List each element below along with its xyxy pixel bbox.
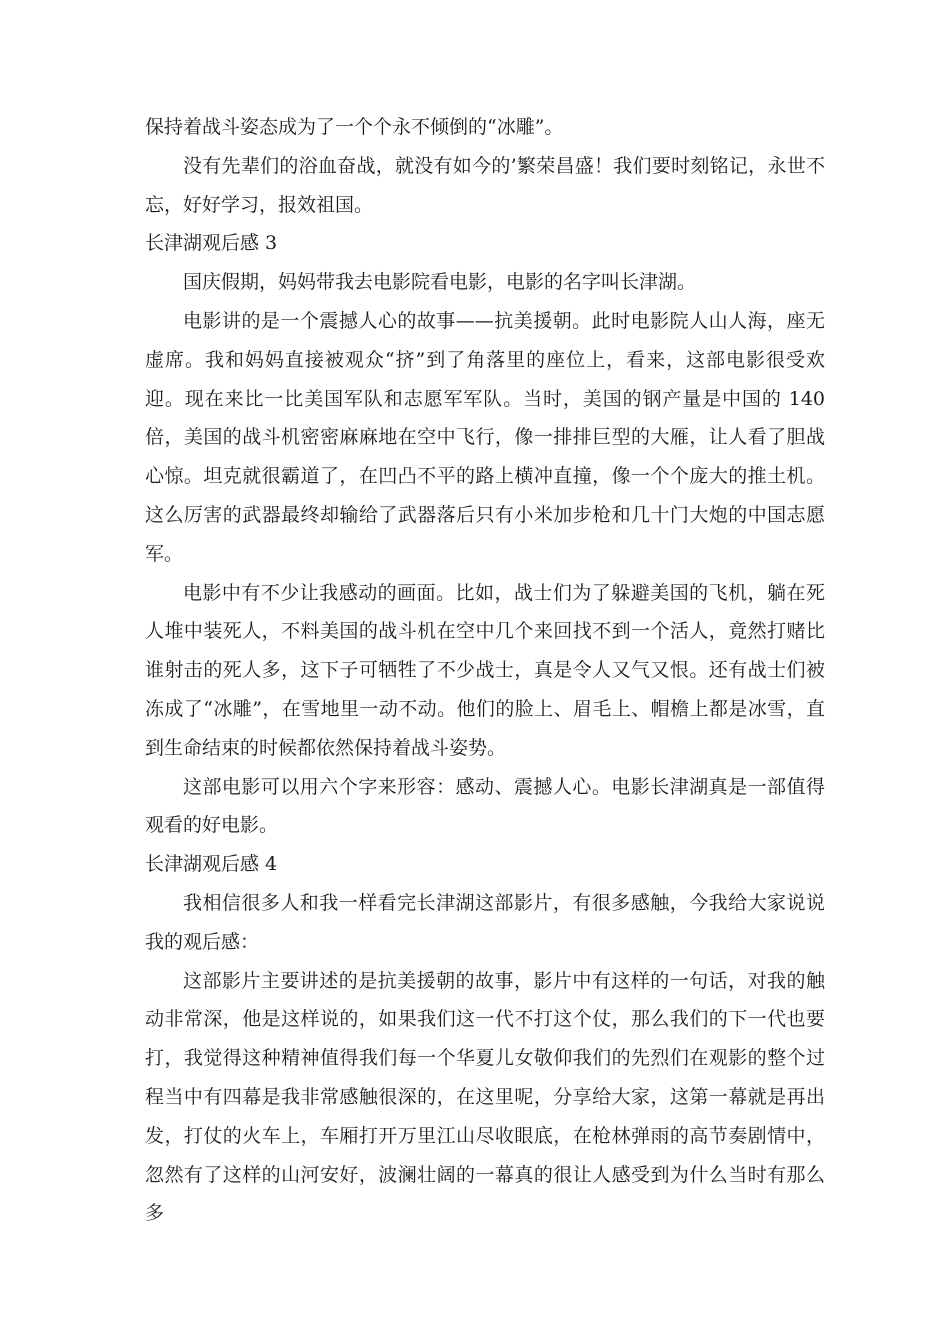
section4-paragraph-2: 这部影片主要讲述的是抗美援朝的故事，影片中有这样的一句话，对我的触动非常深，他是这样说的，如果我们这一代不打这个仗，那么我们的下一代也要打，我觉得这种精神值得我们每一个华夏儿女敬仰我们的先烈们在观影的整个过程当中有四幕是我非常感触很深的，在这里呢，分享给大家，这第一幕就是再出发，打仗的火车上，车厢打开万里江山尽收眼底，在枪林弹雨的高节奏剧情中，忽然有了这样的山河安好，波澜壮阔的一幕真的很让人感受到为什么当时有那么多 [145,969,825,1225]
section-heading-4: 长津湖观后感 4 [145,853,278,876]
document-page [145,108,825,1233]
section4-paragraph-1: 我相信很多人和我一样看完长津湖这部影片，有很多感触，今我给大家说说我的观后感： [145,891,825,953]
section3-paragraph-1: 国庆假期，妈妈带我去电影院看电影，电影的名字叫长津湖。 [183,271,697,294]
section3-paragraph-4: 这部电影可以用六个字来形容：感动、震撼人心。电影长津湖真是一部值得观看的好电影。 [145,775,825,837]
section3-paragraph-2: 电影讲的是一个震撼人心的故事——抗美援朝。此时电影院人山人海，座无虚席。我和妈妈直接被观众“挤”到了角落里的座位上，看来，这部电影很受欢迎。现在来比一比美国军队和志愿军军队。当时，美国的钢产量是中国的 140 倍，美国的战斗机密密麻麻地在空中飞行，像一排排巨型的大雁，让人看了胆战心惊。坦克就很霸道了，在凹凸不平的路上横冲直撞，像一个个庞大的推土机。这么厉害的武器最终却输给了武器落后只有小米加步枪和几十门大炮的中国志愿军。 [145,309,825,565]
section3-paragraph-3: 电影中有不少让我感动的画面。比如，战士们为了躲避美国的飞机，躺在死人堆中装死人，不料美国的战斗机在空中几个来回找不到一个活人，竟然打赌比谁射击的死人多，这下子可牺牲了不少战士，真是令人又气又恨。还有战士们被冻成了“冰雕”，在雪地里一动不动。他们的脸上、眉毛上、帽檐上都是冰雪，直到生命结束的时候都依然保持着战斗姿势。 [145,581,825,759]
section-heading-3: 长津湖观后感 3 [145,232,278,255]
paragraph-continued: 保持着战斗姿态成为了一个个永不倾倒的“冰雕”。 [145,116,564,138]
paragraph-closing: 没有先辈们的浴血奋战，就没有如今的’繁荣昌盛！我们要时刻铭记，永世不忘，好好学习，报效祖国。 [145,154,825,216]
